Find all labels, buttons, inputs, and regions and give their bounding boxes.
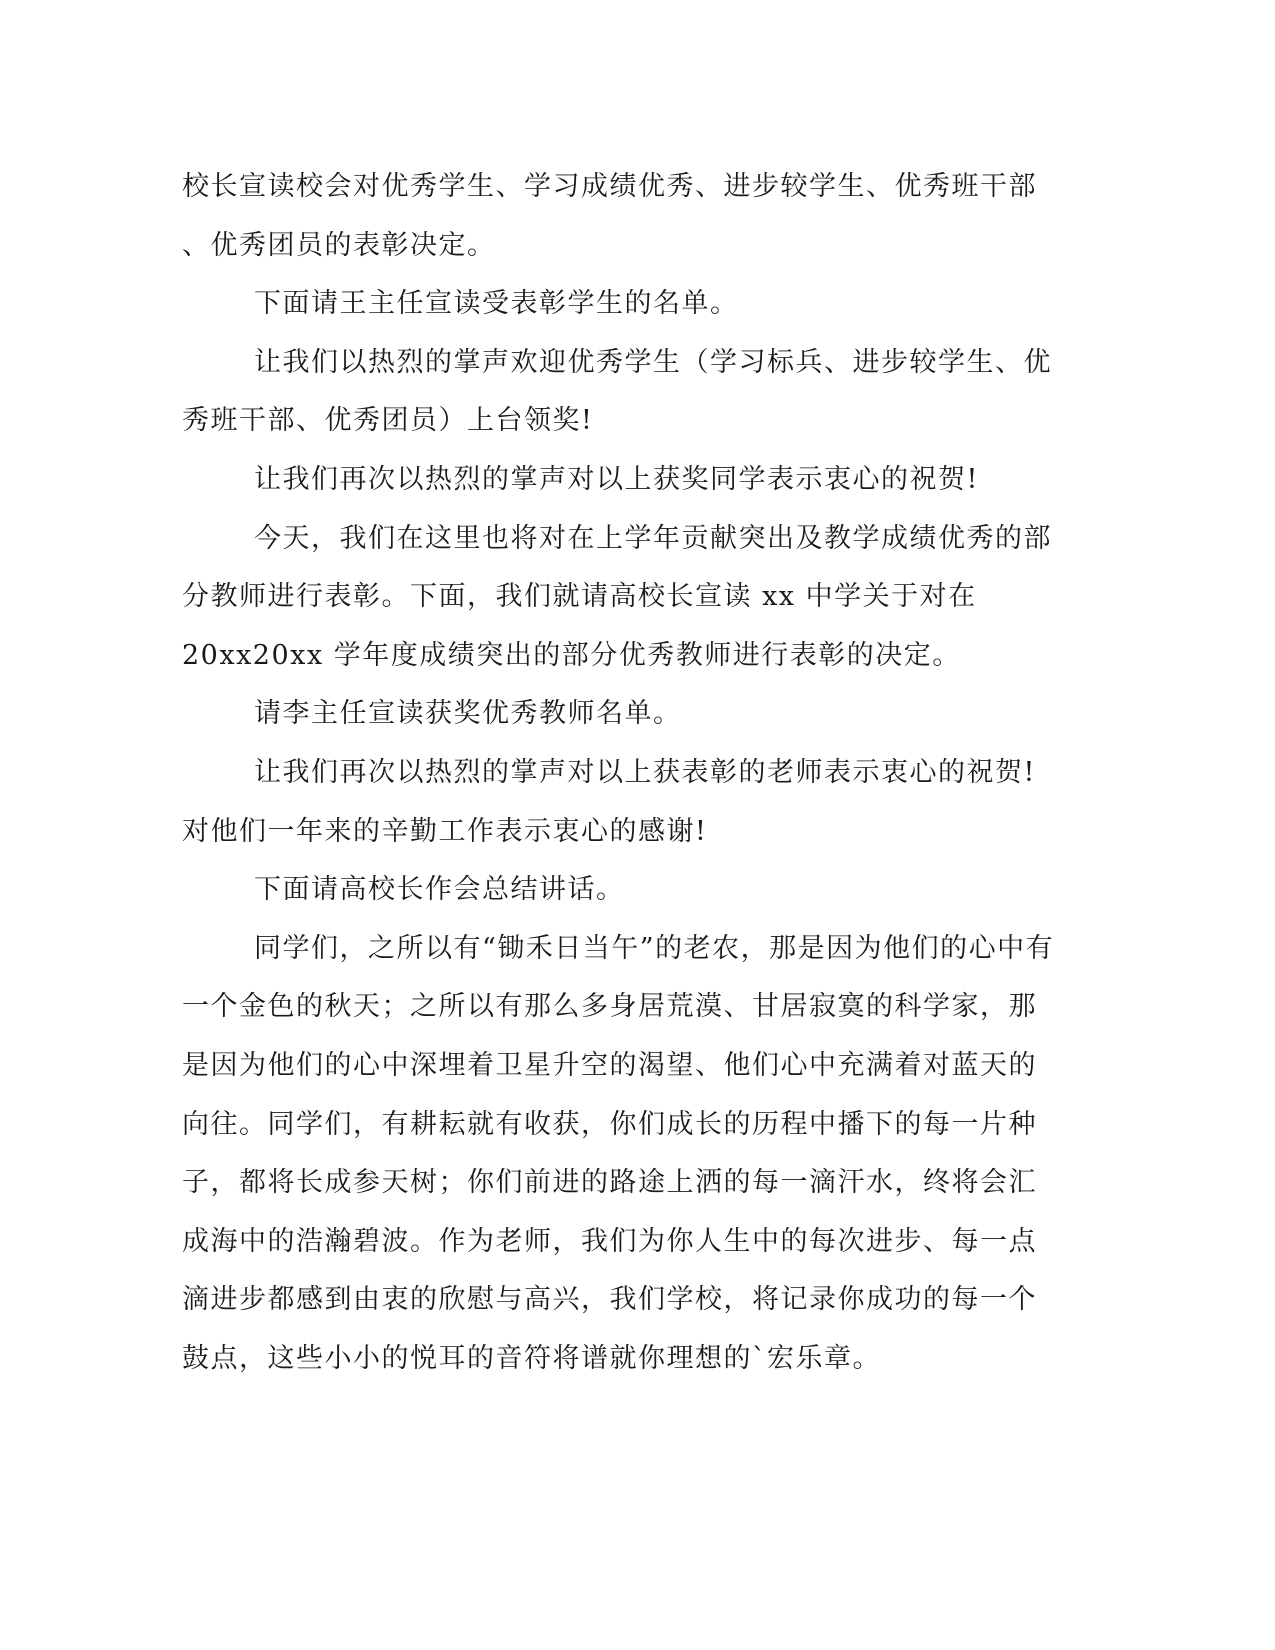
text-line: 分教师进行表彰。下面，我们就请高校长宣读 xx 中学关于对在 (182, 581, 977, 613)
text-line: 让我们再次以热烈的掌声对以上获奖同学表示衷心的祝贺! (254, 463, 979, 495)
text-line: 子，都将长成参天树；你们前进的路途上洒的每一滴汗水，终将会汇 (182, 1167, 1037, 1199)
text-line: 对他们一年来的辛勤工作表示衷心的感谢! (182, 815, 708, 847)
text-line: 下面请高校长作会总结讲话。 (254, 874, 625, 906)
text-line: 请李主任宣读获奖优秀教师名单。 (254, 698, 682, 730)
text-line: 是因为他们的心中深埋着卫星升空的渴望、他们心中充满着对蓝天的 (182, 1049, 1037, 1081)
text-line: 滴进步都感到由衷的欣慰与高兴，我们学校，将记录你成功的每一个 (182, 1284, 1037, 1316)
text-line: 鼓点，这些小小的悦耳的音符将谱就你理想的`宏乐章。 (182, 1342, 881, 1374)
text-line: 让我们再次以热烈的掌声对以上获表彰的老师表示衷心的祝贺! (254, 756, 1036, 788)
text-line: 秀班干部、优秀团员）上台领奖! (182, 405, 594, 437)
text-line: 同学们，之所以有“锄禾日当午”的老农，那是因为他们的心中有 (254, 932, 1055, 964)
text-line: 20xx20xx 学年度成绩突出的部分优秀教师进行表彰的决定。 (182, 639, 961, 671)
text-line: 下面请王主任宣读受表彰学生的名单。 (254, 288, 739, 320)
text-line: 校长宣读校会对优秀学生、学习成绩优秀、进步较学生、优秀班干部 (182, 171, 1037, 202)
text-line: 向往。同学们，有耕耘就有收获，你们成长的历程中播下的每一片种 (182, 1108, 1037, 1140)
text-line: 让我们以热烈的掌声欢迎优秀学生（学习标兵、进步较学生、优 (254, 346, 1052, 378)
text-line: 一个金色的秋天；之所以有那么多身居荒漠、甘居寂寞的科学家，那 (182, 991, 1037, 1023)
text-line: 成海中的浩瀚碧波。作为老师，我们为你人生中的每次进步、每一点 (182, 1225, 1037, 1257)
text-line: 今天，我们在这里也将对在上学年贡献突出及教学成绩优秀的部 (254, 522, 1052, 554)
text-line: 、优秀团员的表彰决定。 (182, 229, 496, 261)
document-body (182, 158, 1055, 1388)
